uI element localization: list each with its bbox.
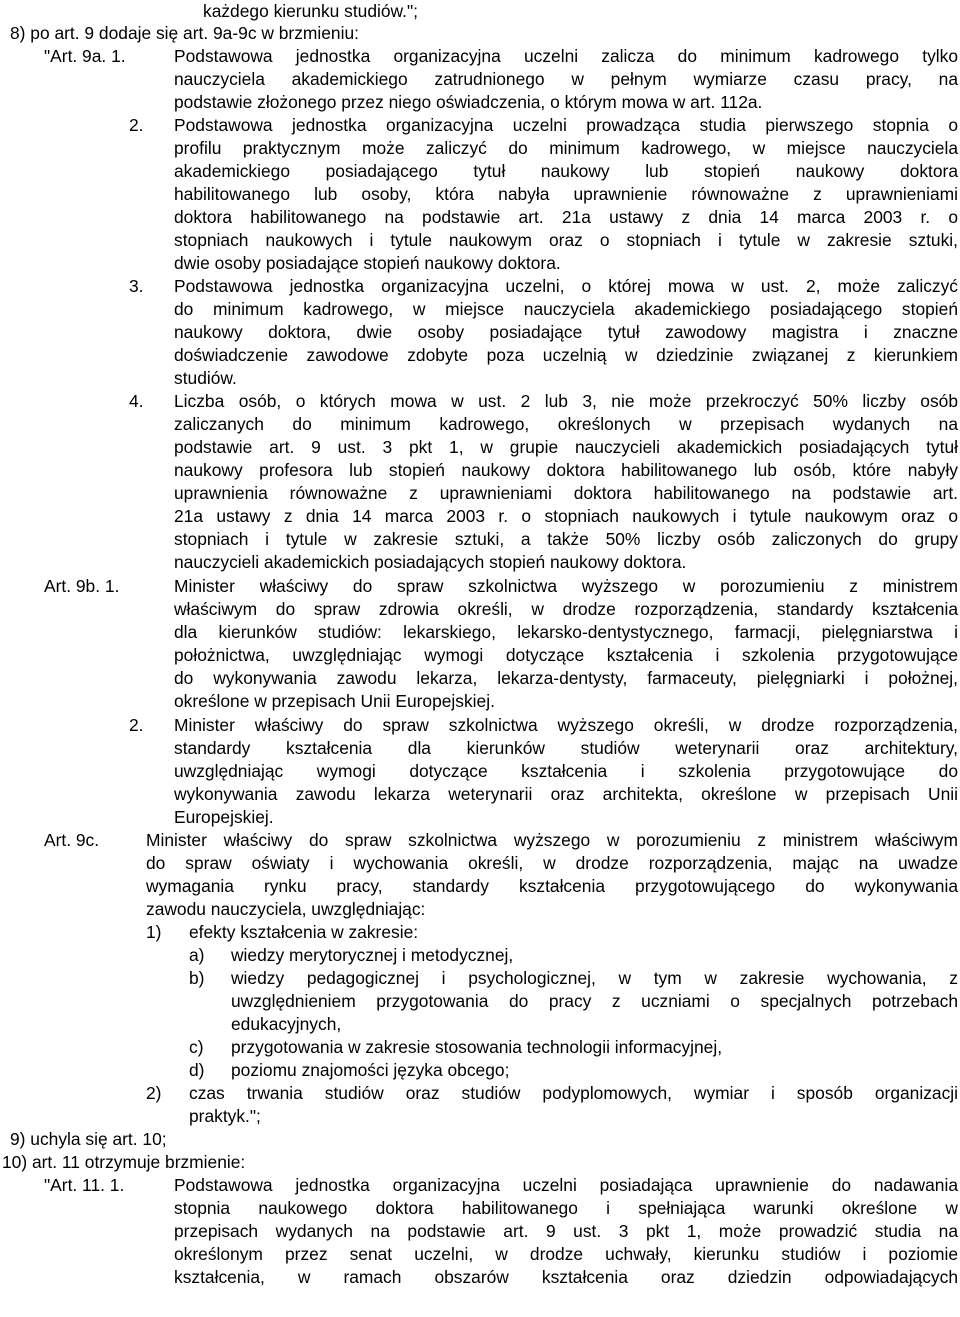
line-label: 2. <box>129 715 144 735</box>
line-text: Minister właściwy do spraw szkolnictwa wyższego w porozumieniu z ministrem <box>174 576 958 596</box>
line-text: Podstawowa jednostka organizacyjna uczelni zalicza do minimum kadrowego tylko <box>174 46 958 66</box>
line-text: położnictwa, uwzględniając wymogi dotyczące kształcenia i szkolenia przygotowujące <box>174 645 958 665</box>
line-label: 4. <box>129 391 144 411</box>
line-text: czas trwania studiów oraz studiów podyplomowych, wymiar i sposób organizacji <box>189 1083 958 1103</box>
line-text: zawodu nauczyciela, uwzględniając: <box>146 899 426 919</box>
line-text: poziomu znajomości języka obcego; <box>231 1060 510 1080</box>
line-label: 8) po art. 9 dodaje się art. 9a-9c w brzmieniu: <box>10 23 359 43</box>
line-label: każdego kierunku studiów."; <box>203 1 418 21</box>
line-text: zaliczanych do minimum kadrowego, określonych w przepisach wydanych na <box>174 414 958 434</box>
line-text: stopniach naukowych i tytule naukowym oraz o stopniach i tytule w zakresie sztuki, <box>174 230 958 250</box>
line-label: 9) uchyla się art. 10; <box>10 1129 167 1149</box>
line-label: 2) <box>146 1083 162 1103</box>
line-text: do spraw oświaty i wychowania określi, w drodze rozporządzenia, mając na uwadze <box>146 853 958 873</box>
line-text: nauczyciela akademickiego zatrudnionego w pełnym wymiarze czasu pracy, na <box>174 69 958 89</box>
line-text: standardy kształcenia dla kierunków studiów weterynarii oraz architektury, <box>174 738 958 758</box>
line-text: naukowy doktora, dwie osoby posiadające tytuł zawodowy magistra i znaczne <box>174 322 958 342</box>
line-text: do wykonywania zawodu lekarza, lekarza-dentysty, farmaceuty, pielęgniarki i położnej, <box>174 668 958 688</box>
line-label: c) <box>189 1037 204 1057</box>
line-label: 10) art. 11 otrzymuje brzmienie: <box>2 1152 246 1172</box>
line-text: habilitowanego lub osoby, która nabyła uprawnienie równoważne z uprawnieniami <box>174 184 958 204</box>
line-text: określonym przez senat uczelni, w drodze uchwały, kierunku studiów i poziomie <box>174 1244 958 1264</box>
line-text: studiów. <box>174 368 237 388</box>
line-text: uwzględnieniem przygotowania do pracy z uczniami o specjalnych potrzebach <box>231 991 958 1011</box>
line-text: wiedzy merytorycznej i metodycznej, <box>231 945 514 965</box>
line-text: profilu praktycznym może zaliczyć do minimum kadrowego, w miejsce nauczyciela <box>174 138 958 158</box>
line-text: wykonywania zawodu lekarza weterynarii oraz architekta, określone w przepisach Unii <box>174 784 958 804</box>
line-text: Minister właściwy do spraw szkolnictwa wyższego określi, w drodze rozporządzenia, <box>174 715 958 735</box>
line-text: właściwym do spraw zdrowia określi, w drodze rozporządzenia, standardy kształcenia <box>174 599 958 619</box>
line-label: "Art. 9a. 1. <box>44 46 126 66</box>
line-text: efekty kształcenia w zakresie: <box>189 922 419 942</box>
line-text: doktora habilitowanego na podstawie art. 21a ustawy z dnia 14 marca 2003 r. o <box>174 207 958 227</box>
line-text: Podstawowa jednostka organizacyjna uczelni prowadząca studia pierwszego stopnia o <box>174 115 958 135</box>
line-text: dla kierunków studiów: lekarskiego, lekarsko-dentystycznego, farmacji, pielęgniarstwa i <box>174 622 958 642</box>
line-text: przygotowania w zakresie stosowania technologii informacyjnej, <box>231 1037 723 1057</box>
line-label: 3. <box>129 276 144 296</box>
line-label: Art. 9b. 1. <box>44 576 120 596</box>
line-text: kształcenia, w ramach obszarów kształcenia oraz dziedzin odpowiadających <box>174 1267 958 1287</box>
line-text: stopniach i tytule w zakresie sztuki, a także 50% liczby osób zaliczonych do grupy <box>174 529 958 549</box>
line-label: 2. <box>129 115 144 135</box>
line-text: uwzględniając wymogi dotyczące kształcenia i szkolenia przygotowujące do <box>174 761 958 781</box>
line-text: przepisach wydanych na podstawie art. 9 ust. 3 pkt 1, może prowadzić studia na <box>174 1221 958 1241</box>
line-label: a) <box>189 945 205 965</box>
line-text: Podstawowa jednostka organizacyjna uczelni, o której mowa w ust. 2, może zaliczyć <box>174 276 958 296</box>
line-label: 1) <box>146 922 162 942</box>
line-text: podstawie złożonego przez niego oświadczenia, o którym mowa w art. 112a. <box>174 92 763 112</box>
line-text: Europejskiej. <box>174 807 274 827</box>
line-text: Minister właściwy do spraw szkolnictwa wyższego w porozumieniu z ministrem właściwym <box>146 830 958 850</box>
line-text: podstawie art. 9 ust. 3 pkt 1, w grupie nauczycieli akademickich posiadających tytuł <box>174 437 958 457</box>
line-text: akademickiego posiadającego tytuł naukowy lub stopień naukowy doktora <box>174 161 958 181</box>
line-text: dwie osoby posiadające stopień naukowy doktora. <box>174 253 561 273</box>
line-text: stopnia naukowego doktora habilitowanego i spełniająca warunki określone w <box>174 1198 958 1218</box>
line-label: Art. 9c. <box>44 830 100 850</box>
line-text: Liczba osób, o których mowa w ust. 2 lub 3, nie może przekroczyć 50% liczby osób <box>174 391 958 411</box>
line-text: doświadczenie zawodowe zdobyte poza uczelnią w dziedzinie związanej z kierunkiem <box>174 345 958 365</box>
line-label: b) <box>189 968 205 988</box>
line-text: uprawnienia równoważne z uprawnieniami doktora habilitowanego na podstawie art. <box>174 483 958 503</box>
line-label: "Art. 11. 1. <box>44 1175 125 1195</box>
line-text: 21a ustawy z dnia 14 marca 2003 r. o stopniach naukowych i tytule naukowym oraz o <box>174 506 958 526</box>
line-text: naukowy profesora lub stopień naukowy doktora habilitowanego lub osób, które nabyły <box>174 460 958 480</box>
line-text: praktyk."; <box>189 1106 261 1126</box>
line-text: edukacyjnych, <box>231 1014 342 1034</box>
line-text: określone w przepisach Unii Europejskiej. <box>174 691 495 711</box>
line-text: nauczycieli akademickich posiadających stopień naukowy doktora. <box>174 552 687 572</box>
line-text: do minimum kadrowego, w miejsce nauczyciela akademickiego posiadającego stopień <box>174 299 958 319</box>
line-text: Podstawowa jednostka organizacyjna uczelni posiadająca uprawnienie do nadawania <box>174 1175 958 1195</box>
line-text: wiedzy pedagogicznej i psychologicznej, w tym w zakresie wychowania, z <box>231 968 958 988</box>
line-text: wymagania rynku pracy, standardy kształcenia przygotowującego do wykonywania <box>146 876 958 896</box>
line-label: d) <box>189 1060 205 1080</box>
